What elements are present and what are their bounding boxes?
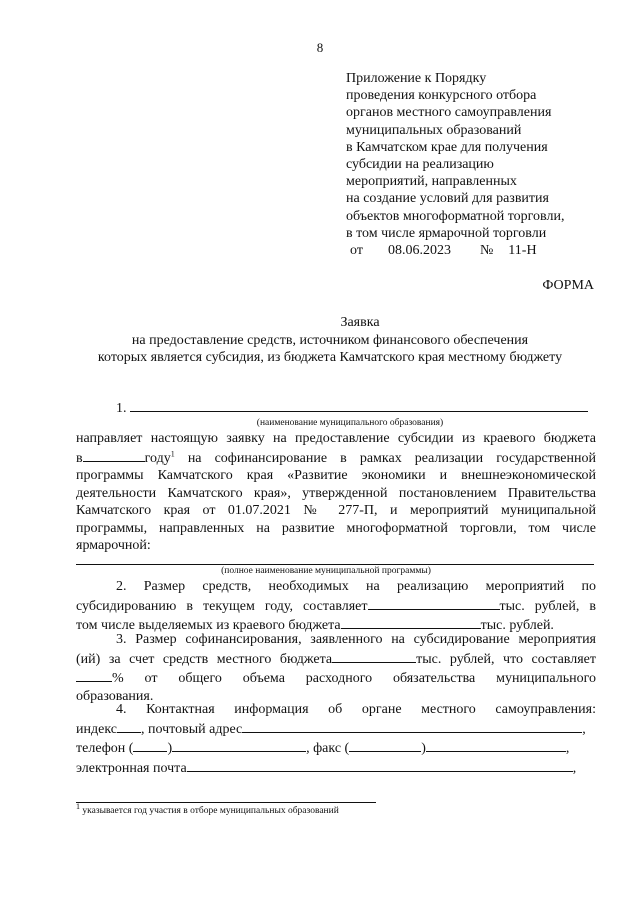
- text-fragment: в: [76, 450, 83, 466]
- fax-label: , факс (: [306, 741, 350, 756]
- appendix-date-line: [346, 242, 616, 259]
- appendix-line: органов местного самоуправления: [346, 105, 552, 121]
- program-name-field[interactable]: [76, 564, 594, 565]
- appendix-line: в том числе ярмарочной торговли: [346, 225, 547, 241]
- address-label: , почтовый адрес: [141, 721, 243, 737]
- municipality-caption: (наименование муниципального образования): [256, 418, 444, 428]
- item4-email-line: [76, 758, 596, 778]
- appendix-header: [346, 70, 616, 259]
- paren: ): [167, 741, 173, 756]
- text-fragment: году: [144, 450, 171, 466]
- text-fragment: (ий) за счет средств местного бюджета: [76, 651, 333, 667]
- title-line-3: которых является субсидия, из бюджета Камчатского края местному бюджету: [97, 350, 563, 365]
- item4-phone-line: [76, 738, 596, 758]
- text-fragment: тыс. рублей, что составляет: [416, 651, 596, 667]
- paren: ): [421, 741, 426, 756]
- year-field[interactable]: [83, 448, 145, 462]
- appendix-line: в Камчатском крае для получения: [346, 139, 548, 155]
- appendix-line: мероприятий, направленных: [346, 174, 517, 190]
- fax-field[interactable]: [426, 738, 566, 752]
- item1-first-line: [116, 398, 594, 418]
- page-number: 8: [316, 40, 324, 55]
- index-field[interactable]: [117, 719, 141, 733]
- email-field[interactable]: [187, 758, 573, 772]
- address-field[interactable]: [242, 719, 582, 733]
- phone-code-field[interactable]: [133, 738, 167, 752]
- text-fragment: % от общего объема расходного обязательства муниципального: [112, 671, 596, 686]
- item1-line: ярмарочной:: [76, 538, 151, 553]
- municipality-name-field[interactable]: [130, 398, 588, 412]
- footnote-separator: [76, 802, 376, 803]
- item2-line: 2. Размер средств, необходимых на реализацию мероприятий по: [116, 579, 596, 594]
- appendix-date: 08.06.2023: [387, 243, 451, 259]
- footnote-text: указывается год участия в отборе муниципальных образований: [82, 806, 339, 816]
- footnote-ref: 1: [170, 448, 175, 458]
- phone-field[interactable]: [172, 738, 306, 752]
- item3-line: образования.: [76, 688, 154, 704]
- appendix-line: Приложение к Порядку: [346, 71, 487, 86]
- item1-number: 1.: [116, 401, 127, 416]
- item4-line: 4. Контактная информация об органе местного самоуправления:: [116, 702, 596, 717]
- item1-line: Камчатского края от 01.07.2021 № 277-П, и мероприятий муниципальной: [76, 503, 596, 518]
- appendix-line: объектов многоформатной торговли,: [346, 208, 565, 224]
- appendix-line: субсидии на реализацию: [346, 157, 494, 173]
- percent-field[interactable]: [76, 668, 112, 682]
- comma: ,: [565, 741, 570, 756]
- item1-line-year: [76, 448, 596, 468]
- item2-line-total: [76, 596, 596, 616]
- item1-line: направляет настоящую заявку на предоставление субсидии из краевого бюджета: [76, 431, 596, 446]
- email-label: электронная почта: [76, 760, 187, 776]
- from-label: от: [350, 243, 363, 259]
- form-label: ФОРМА: [542, 278, 594, 293]
- footnote: [76, 801, 339, 816]
- document-title: [0, 314, 640, 367]
- item2-paragraph: [76, 578, 596, 635]
- phone-label: телефон (: [76, 741, 134, 756]
- item3-paragraph: [76, 631, 596, 705]
- text-fragment: на софинансирование в рамках реализации государственной: [187, 450, 596, 466]
- title-line-2: на предоставление средств, источником финансового обеспечения: [131, 332, 529, 348]
- item3-line: 3. Размер софинансирования, заявленного на субсидирование мероприятия: [116, 632, 596, 647]
- item1-paragraph: [76, 430, 596, 555]
- fax-code-field[interactable]: [349, 738, 421, 752]
- local-amount-field[interactable]: [332, 649, 416, 663]
- appendix-line: муниципальных образований: [346, 122, 522, 138]
- item1-line: деятельности Камчатского края», утвержденной постановлением Правительства: [76, 485, 596, 501]
- text-fragment: том числе выделяемых из краевого бюджета: [76, 618, 341, 633]
- regional-amount-field[interactable]: [341, 615, 481, 629]
- appendix-line: проведения конкурсного отбора: [346, 88, 537, 104]
- item1-line: программы Камчатского края «Развитие экономики и внешнеэкономической: [76, 468, 596, 483]
- comma: ,: [572, 760, 577, 776]
- total-amount-field[interactable]: [368, 596, 500, 610]
- item4-address-line: [76, 719, 596, 739]
- comma: ,: [582, 721, 586, 737]
- item4-paragraph: [76, 701, 596, 777]
- text-fragment: субсидированию в текущем году, составляет: [76, 598, 368, 614]
- item3-line-local: [76, 649, 596, 669]
- text-fragment: тыс. рублей.: [480, 618, 554, 633]
- title-line-1: Заявка: [340, 315, 380, 330]
- footnote-mark: 1: [76, 801, 80, 811]
- item1-line: программы, направленных на развитие многоформатной торговли, том числе: [76, 520, 596, 536]
- item3-line-percent: [76, 668, 596, 688]
- program-caption: (полное наименование муниципальной программы): [221, 566, 431, 576]
- number-sign: №: [479, 243, 494, 259]
- appendix-line: на создание условий для развития: [346, 191, 549, 207]
- appendix-number: 11-Н: [508, 243, 537, 259]
- index-label: индекс: [76, 721, 117, 737]
- text-fragment: тыс. рублей, в: [499, 598, 596, 614]
